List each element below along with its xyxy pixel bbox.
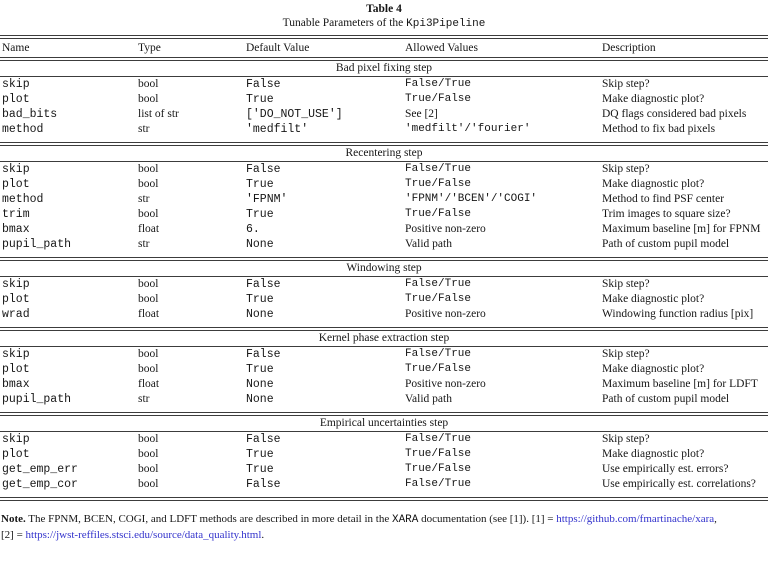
param-default-cell: False	[246, 78, 281, 91]
column-header-name: Name	[0, 37, 138, 59]
param-name-cell: skip	[2, 348, 30, 361]
param-description-cell: Path of custom pupil model	[602, 393, 730, 405]
table-row	[0, 237, 768, 259]
table-row	[0, 447, 768, 462]
param-description-cell: Method to find PSF center	[602, 193, 725, 205]
param-allowed-cell: See [2]	[405, 108, 438, 120]
param-type-cell: list of str	[138, 108, 179, 120]
param-default-cell: False	[246, 478, 281, 491]
table-row	[0, 347, 768, 363]
table-row	[0, 177, 768, 192]
column-header-description: Description	[602, 37, 768, 59]
param-allowed-cell: True/False	[405, 208, 472, 220]
section-title-row	[0, 259, 768, 277]
param-type-cell: bool	[138, 348, 159, 360]
table-note	[0, 512, 768, 542]
param-description-cell: Skip step?	[602, 78, 650, 90]
param-description-cell: Trim images to square size?	[602, 208, 731, 220]
param-description-cell: Skip step?	[602, 433, 650, 445]
param-name-cell: bmax	[2, 378, 30, 391]
section-title: Recentering step	[0, 144, 768, 162]
param-default-cell: True	[246, 363, 274, 376]
param-default-cell: None	[246, 393, 274, 406]
param-type-cell: float	[138, 378, 160, 390]
param-allowed-cell: 'FPNM'/'BCEN'/'COGI'	[405, 193, 538, 205]
table-title-block	[0, 0, 768, 31]
param-default-cell: None	[246, 238, 274, 251]
param-allowed-cell: 'medfilt'/'fourier'	[405, 123, 531, 135]
param-allowed-cell: Valid path	[405, 393, 452, 405]
param-type-cell: bool	[138, 363, 159, 375]
param-name-cell: skip	[2, 433, 30, 446]
param-type-cell: bool	[138, 78, 159, 90]
table-row	[0, 222, 768, 237]
param-type-cell: bool	[138, 163, 159, 175]
table-row	[0, 432, 768, 448]
param-default-cell: False	[246, 433, 281, 446]
table-caption	[0, 16, 768, 31]
section-title-row	[0, 414, 768, 432]
column-header-default-value: Default Value	[246, 37, 405, 59]
param-default-cell: ['DO_NOT_USE']	[246, 108, 343, 121]
param-description-cell: Make diagnostic plot?	[602, 93, 705, 105]
param-name-cell: wrad	[2, 308, 30, 321]
param-name-cell: trim	[2, 208, 30, 221]
param-default-cell: True	[246, 463, 274, 476]
param-name-cell: pupil_path	[2, 238, 72, 251]
param-name-cell: plot	[2, 448, 30, 461]
param-allowed-cell: True/False	[405, 178, 472, 190]
table-row	[0, 277, 768, 293]
param-default-cell: True	[246, 93, 274, 106]
parameters-table	[0, 35, 768, 501]
header-row	[0, 37, 768, 59]
param-type-cell: bool	[138, 293, 159, 305]
param-name-cell: pupil_path	[2, 393, 72, 406]
table-section	[0, 259, 768, 329]
param-description-cell: Maximum baseline [m] for LDFT	[602, 378, 758, 390]
param-description-cell: Skip step?	[602, 163, 650, 175]
table-row	[0, 392, 768, 414]
note-link-github-xara[interactable]: https://github.com/fmartinache/xara	[556, 513, 715, 525]
param-default-cell: 'FPNM'	[246, 193, 288, 206]
param-description-cell: Use empirically est. correlations?	[602, 478, 756, 490]
param-type-cell: str	[138, 393, 150, 405]
section-title-row	[0, 144, 768, 162]
param-description-cell: Method to fix bad pixels	[602, 123, 716, 135]
param-allowed-cell: True/False	[405, 463, 472, 475]
param-name-cell: skip	[2, 278, 30, 291]
param-allowed-cell: True/False	[405, 93, 472, 105]
param-name-cell: method	[2, 193, 44, 206]
param-allowed-cell: False/True	[405, 478, 472, 490]
param-default-cell: False	[246, 348, 281, 361]
param-default-cell: True	[246, 293, 274, 306]
param-name-cell: bmax	[2, 223, 30, 236]
param-name-cell: get_emp_err	[2, 463, 78, 476]
param-description-cell: Make diagnostic plot?	[602, 178, 705, 190]
param-type-cell: str	[138, 238, 150, 250]
param-default-cell: True	[246, 178, 274, 191]
table-row	[0, 207, 768, 222]
param-type-cell: bool	[138, 478, 159, 490]
param-name-cell: plot	[2, 93, 30, 106]
section-title: Windowing step	[0, 259, 768, 277]
table-row	[0, 192, 768, 207]
section-title: Empirical uncertainties step	[0, 414, 768, 432]
param-name-cell: skip	[2, 163, 30, 176]
param-type-cell: bool	[138, 178, 159, 190]
note-code-xara: XARA	[391, 514, 419, 526]
table-row	[0, 307, 768, 329]
param-default-cell: False	[246, 278, 281, 291]
table-label: Table 4	[366, 3, 402, 15]
param-description-cell: DQ flags considered bad pixels	[602, 108, 747, 120]
param-default-cell: False	[246, 163, 281, 176]
param-default-cell: True	[246, 448, 274, 461]
param-type-cell: bool	[138, 278, 159, 290]
param-description-cell: Make diagnostic plot?	[602, 293, 705, 305]
param-name-cell: get_emp_cor	[2, 478, 78, 491]
param-description-cell: Make diagnostic plot?	[602, 363, 705, 375]
param-name-cell: method	[2, 123, 44, 136]
param-type-cell: bool	[138, 93, 159, 105]
param-allowed-cell: False/True	[405, 78, 472, 90]
param-allowed-cell: False/True	[405, 433, 472, 445]
param-allowed-cell: False/True	[405, 278, 472, 290]
param-default-cell: 6.	[246, 223, 260, 236]
column-header-allowed-values: Allowed Values	[405, 37, 602, 59]
param-name-cell: plot	[2, 293, 30, 306]
table-row	[0, 92, 768, 107]
param-description-cell: Windowing function radius [pix]	[602, 308, 754, 320]
table-row	[0, 107, 768, 122]
param-type-cell: bool	[138, 208, 159, 220]
table-caption-text: Tunable Parameters of the	[282, 17, 407, 29]
table-section	[0, 59, 768, 144]
param-type-cell: float	[138, 308, 160, 320]
param-type-cell: str	[138, 193, 150, 205]
table-section	[0, 329, 768, 414]
param-type-cell: str	[138, 123, 150, 135]
table-row	[0, 462, 768, 477]
column-header-type: Type	[138, 37, 246, 59]
table-row	[0, 362, 768, 377]
note-line-1: Note. The FPNM, BCEN, COGI, and LDFT methods are described in more detail in the XARA documentation (see [1]). [1] = https://github.com/fmartinache/xara,	[1, 513, 717, 526]
table-caption-code: Kpi3Pipeline	[406, 18, 486, 30]
table-section	[0, 414, 768, 499]
param-default-cell: True	[246, 208, 274, 221]
param-allowed-cell: Positive non-zero	[405, 378, 486, 390]
param-allowed-cell: True/False	[405, 293, 472, 305]
param-allowed-cell: True/False	[405, 448, 472, 460]
section-title-row	[0, 329, 768, 347]
param-description-cell: Maximum baseline [m] for FPNM	[602, 223, 761, 235]
param-name-cell: plot	[2, 363, 30, 376]
param-type-cell: float	[138, 223, 160, 235]
table-row	[0, 292, 768, 307]
table-row	[0, 77, 768, 93]
table-row	[0, 477, 768, 499]
section-title: Bad pixel fixing step	[0, 59, 768, 77]
param-default-cell: None	[246, 378, 274, 391]
param-allowed-cell: Positive non-zero	[405, 308, 486, 320]
param-name-cell: bad_bits	[2, 108, 58, 121]
param-description-cell: Make diagnostic plot?	[602, 448, 705, 460]
param-default-cell: 'medfilt'	[246, 123, 309, 136]
param-description-cell: Skip step?	[602, 278, 650, 290]
param-allowed-cell: Valid path	[405, 238, 452, 250]
param-default-cell: None	[246, 308, 274, 321]
section-title-row	[0, 59, 768, 77]
param-description-cell: Skip step?	[602, 348, 650, 360]
param-description-cell: Path of custom pupil model	[602, 238, 730, 250]
table-row	[0, 377, 768, 392]
note-line-2: [2] = https://jwst-reffiles.stsci.edu/source/data_quality.html.	[1, 528, 265, 541]
note-label: Note.	[1, 513, 26, 525]
param-type-cell: bool	[138, 448, 159, 460]
note-link-jwst-reffiles[interactable]: https://jwst-reffiles.stsci.edu/source/data_quality.html	[25, 528, 262, 541]
param-allowed-cell: False/True	[405, 348, 472, 360]
table-header	[0, 37, 768, 59]
param-allowed-cell: True/False	[405, 363, 472, 375]
param-name-cell: plot	[2, 178, 30, 191]
table-row	[0, 162, 768, 178]
param-allowed-cell: False/True	[405, 163, 472, 175]
table-section	[0, 144, 768, 259]
section-title: Kernel phase extraction step	[0, 329, 768, 347]
param-type-cell: bool	[138, 433, 159, 445]
param-type-cell: bool	[138, 463, 159, 475]
param-name-cell: skip	[2, 78, 30, 91]
table-row	[0, 122, 768, 144]
param-allowed-cell: Positive non-zero	[405, 223, 486, 235]
param-description-cell: Use empirically est. errors?	[602, 463, 729, 475]
